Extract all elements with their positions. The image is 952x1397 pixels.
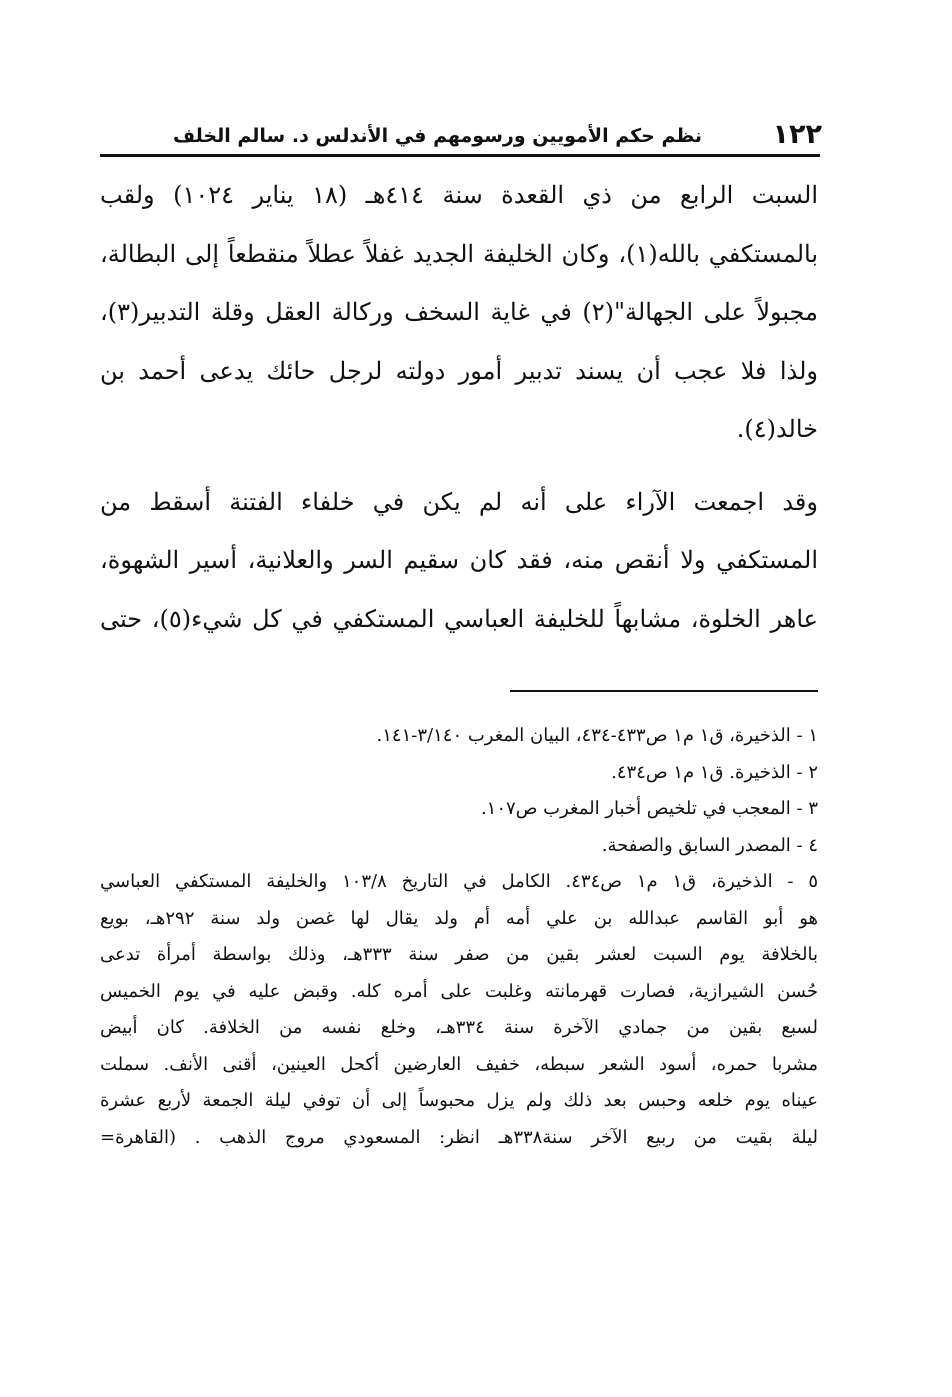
body-line: خالد(٤). — [736, 415, 818, 443]
footnotes — [100, 718, 818, 1156]
footnote-line: ليلة بقيت من ربيع الآخر سنة٣٣٨هـ انظر: المسعودي مروج الذهب . (القاهرة= — [100, 1126, 818, 1148]
running-header — [100, 120, 822, 154]
footnote-line: عيناه يوم خلعه وحبس بعد ذلك ولم يزل محبوساً إلى أن توفي ليلة الجمعة لأربع عشرة — [100, 1090, 818, 1111]
footnote-line: ١ - الذخيرة، ق١ م١ ص٤٣٣-٤٣٤، البيان المغرب ٣/١٤٠-١٤١. — [376, 725, 818, 746]
footnote-line: بالخلافة يوم السبت لعشر بقين من صفر سنة ٣٣٣هـ، وذلك بواسطة أمرأة تدعى — [100, 944, 818, 965]
main-text — [100, 166, 818, 648]
footnote-line: لسبع بقين من جمادي الآخرة سنة ٣٣٤هـ، وخلع نفسه من الخلافة. كان أبيض — [100, 1017, 818, 1038]
body-line: المستكفي ولا أنقص منه، فقد كان سقيم السر والعلانية، أسير الشهوة، — [100, 546, 818, 574]
footnote-line: ٣ - المعجب في تلخيص أخبار المغرب ص١٠٧. — [480, 798, 818, 819]
footnote-line: ٥ - الذخيرة، ق١ م١ ص٤٣٤. الكامل في التاريخ ١٠٣/٨ والخليفة المستكفي العباسي — [100, 871, 818, 892]
header-rule — [100, 154, 820, 157]
running-title: نظم حكم الأمويين ورسومهم في الأندلس د. سالم الخلف — [173, 125, 702, 147]
body-line: مجبولاً على الجهالة"(٢) في غاية السخف وركالة العقل وقلة التدبير(٣)، — [100, 298, 818, 326]
footnote-separator — [510, 690, 818, 692]
body-line: ولذا فلا عجب أن يسند تدبير أمور دولته لرجل حائك يدعى أحمد بن — [100, 356, 818, 385]
body-line: وقد اجمعت الآراء على أنه لم يكن في خلفاء الفتنة أسقط من — [100, 487, 818, 516]
page-number: ١٢٢ — [772, 119, 822, 150]
paragraph-gap — [100, 459, 818, 473]
footnote-line: مشربا حمره، أسود الشعر سبطه، خفيف العارضين أكحل العينين، أقنى الأنف. سملت — [100, 1053, 818, 1075]
body-line: بالمستكفي بالله(١)، وكان الخليفة الجديد غفلاً عطلاً منقطعاً إلى البطالة، — [100, 239, 818, 268]
footnote-line: ٤ - المصدر السابق والصفحة. — [601, 834, 818, 856]
footnote-line: هو أبو القاسم عبدالله بن علي أمه أم ولد يقال لها غصن ولد سنة ٢٩٢هـ، بويع — [100, 907, 818, 929]
footnote-line: حُسن الشيرازية، فصارت قهرمانته وغلبت على أمره كله. وقبض عليه في يوم الخميس — [100, 980, 818, 1002]
body-line: عاهر الخلوة، مشابهاً للخليفة العباسي المستكفي في كل شيء(٥)، حتى — [100, 604, 818, 633]
body-line: السبت الرابع من ذي القعدة سنة ٤١٤هـ (١٨ يناير ١٠٢٤) ولقب — [100, 181, 818, 209]
footnote-line: ٢ - الذخيرة. ق١ م١ ص٤٣٤. — [611, 761, 818, 783]
